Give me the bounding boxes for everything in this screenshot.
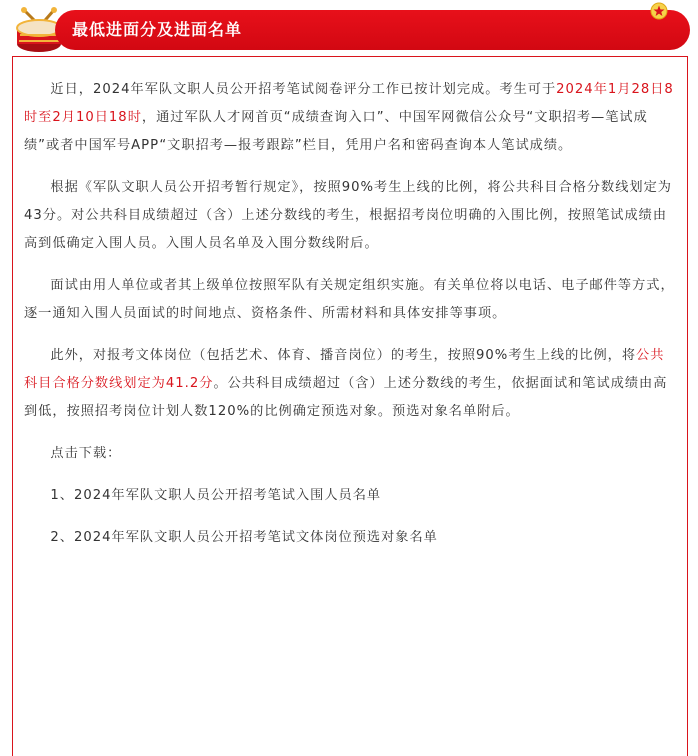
download-link-arts-preselection[interactable]: 2、2024年军队文职人员公开招考笔试文体岗位预选对象名单 — [50, 530, 438, 545]
query-date-range: 2024年1月28日8时至2月10日18时 — [24, 82, 674, 125]
paragraph-text: ，通过军队人才网首页“成绩查询入口”、中国军网微信公众号“文职招考—笔试成绩”或者中国军号APP“文职招考—报考跟踪”栏目，凭用户名和密码查询本人笔试成绩。 — [24, 110, 648, 153]
download-label: 点击下载： — [50, 446, 122, 461]
paragraph-text: 近日，2024年军队文职人员公开招考笔试阅卷评分工作已按计划完成。考生可于 — [50, 82, 557, 97]
section-title: 最低进面分及进面名单 — [72, 20, 243, 39]
medal-icon — [650, 2, 668, 20]
download-link-shortlist[interactable]: 1、2024年军队文职人员公开招考笔试入围人员名单 — [50, 488, 382, 503]
paragraph-text: 。公共科目成绩超过（含）上述分数线的考生，依据面试和笔试成绩由高到低，按照招考岗位计划人数120%的比例确定预选对象。预选对象名单附后。 — [24, 376, 668, 419]
paragraph-arts-sports — [24, 342, 678, 426]
article-body — [24, 76, 678, 566]
paragraph-text: 此外，对报考文体岗位（包括艺术、体育、播音岗位）的考生，按照90%考生上线的比例，将 — [50, 348, 637, 363]
paragraph-cutoff: 根据《军队文职人员公开招考暂行规定》，按照90%考生上线的比例，将公共科目合格分数线划定为43分。对公共科目成绩超过（含）上述分数线的考生，根据招考岗位明确的入围比例，按照笔试成绩由高到低确定入围人员。入围人员名单及入围分数线附后。 — [24, 180, 672, 251]
paragraph-results — [24, 76, 678, 160]
arts-cutoff-highlight: 公共科目合格分数线划定为41.2分 — [24, 348, 665, 391]
paragraph-interview: 面试由用人单位或者其上级单位按照军队有关规定组织实施。有关单位将以电话、电子邮件等方式，逐一通知入围人员面试的时间地点、资格条件、所需材料和具体安排等事项。 — [24, 278, 675, 321]
